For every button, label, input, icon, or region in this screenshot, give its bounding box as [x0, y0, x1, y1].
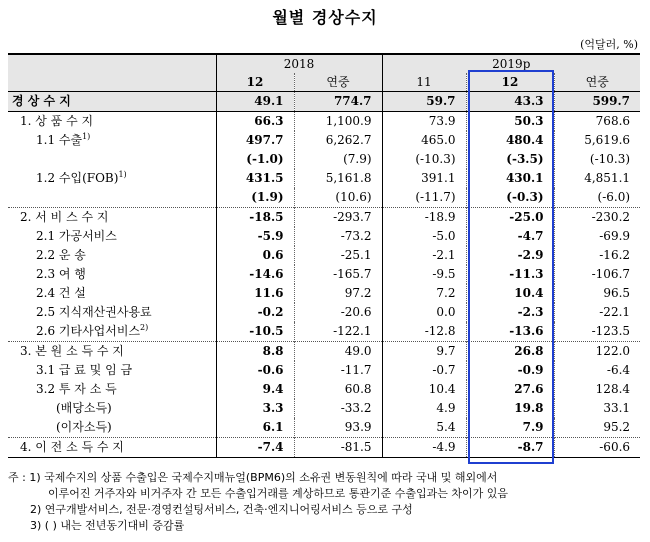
- row-label-text: (이자소득): [56, 420, 112, 434]
- row-label: [8, 246, 216, 265]
- cell-value: -20.6: [294, 303, 382, 322]
- cell-value: -22.1: [554, 303, 640, 322]
- cell-value: 66.3: [216, 112, 294, 132]
- cell-value: -9.5: [382, 265, 466, 284]
- cell-value: -2.1: [382, 246, 466, 265]
- cell-value: -106.7: [554, 265, 640, 284]
- cell-value: 6,262.7: [294, 131, 382, 150]
- cell-value: -18.9: [382, 208, 466, 228]
- table-row: [8, 303, 640, 322]
- footnotes: [8, 470, 648, 534]
- footnote-2: 2) 연구개발서비스, 전문·경영컨설팅서비스, 건축·엔지니어링서비스 등으로 구성: [30, 503, 413, 516]
- table-row: [8, 342, 640, 362]
- cell-value: -25.0: [466, 208, 554, 228]
- cell-value: -5.9: [216, 227, 294, 246]
- cell-value: 9.4: [216, 380, 294, 399]
- table-row: [8, 208, 640, 228]
- cell-value: 0.6: [216, 246, 294, 265]
- cell-value: 5,161.8: [294, 169, 382, 188]
- cell-value: -7.4: [216, 438, 294, 458]
- cell-value: (-10.3): [382, 150, 466, 169]
- cell-value: -69.9: [554, 227, 640, 246]
- row-label-text: 1.2 수입(FOB): [36, 171, 119, 185]
- table-row: [8, 112, 640, 132]
- cell-value: 7.9: [466, 418, 554, 438]
- cell-value: -11.7: [294, 361, 382, 380]
- cell-value: 6.1: [216, 418, 294, 438]
- cell-value: 59.7: [382, 92, 466, 112]
- cell-value: -4.9: [382, 438, 466, 458]
- footnote-3: 3) ( ) 내는 전년동기대비 증감률: [30, 519, 185, 532]
- cell-value: 60.8: [294, 380, 382, 399]
- row-label: [8, 188, 216, 208]
- col-2019-11: 11: [382, 73, 466, 92]
- cell-value: 50.3: [466, 112, 554, 132]
- cell-value: 122.0: [554, 342, 640, 362]
- cell-value: 11.6: [216, 284, 294, 303]
- cell-value: -16.2: [554, 246, 640, 265]
- cell-value: -0.7: [382, 361, 466, 380]
- cell-value: 391.1: [382, 169, 466, 188]
- table-row: [8, 418, 640, 438]
- cell-value: 7.2: [382, 284, 466, 303]
- year-2018: 2018: [216, 54, 382, 73]
- header-blank-2: [8, 73, 216, 92]
- cell-value: 9.7: [382, 342, 466, 362]
- row-label-text: 2.6 기타사업서비스: [36, 324, 141, 338]
- cell-value: -12.8: [382, 322, 466, 342]
- cell-value: 497.7: [216, 131, 294, 150]
- cell-value: (1.9): [216, 188, 294, 208]
- cell-value: -293.7: [294, 208, 382, 228]
- row-label-text: 3. 본 원 소 득 수 지: [20, 344, 124, 358]
- header-row-months: [8, 73, 640, 92]
- footnote-1: 주 : 1) 국제수지의 상품 수출입은 국제수지매뉴얼(BPM6)의 소유권 변동원칙에 따라 국내 및 해외에서: [8, 471, 498, 484]
- cell-value: 96.5: [554, 284, 640, 303]
- row-label: [8, 399, 216, 418]
- cell-value: 43.3: [466, 92, 554, 112]
- row-label: [8, 361, 216, 380]
- cell-value: 10.4: [382, 380, 466, 399]
- row-label-text: 2.5 지식재산권사용료: [36, 305, 152, 319]
- cell-value: 4.9: [382, 399, 466, 418]
- cell-value: -25.1: [294, 246, 382, 265]
- row-label: [8, 380, 216, 399]
- cell-value: -11.3: [466, 265, 554, 284]
- table-row: [8, 92, 640, 112]
- cell-value: -8.7: [466, 438, 554, 458]
- cell-value: (-0.3): [466, 188, 554, 208]
- row-label: [8, 322, 216, 342]
- cell-value: (10.6): [294, 188, 382, 208]
- cell-value: (-6.0): [554, 188, 640, 208]
- cell-value: -0.9: [466, 361, 554, 380]
- cell-value: -4.7: [466, 227, 554, 246]
- header-row-years: [8, 54, 640, 73]
- cell-value: 774.7: [294, 92, 382, 112]
- row-label-text: 3.1 급 료 및 임 금: [36, 363, 133, 377]
- cell-value: -33.2: [294, 399, 382, 418]
- cell-value: 33.1: [554, 399, 640, 418]
- footnote-marker: 1): [118, 170, 127, 179]
- cell-value: -123.5: [554, 322, 640, 342]
- cell-value: 49.1: [216, 92, 294, 112]
- cell-value: 5,619.6: [554, 131, 640, 150]
- table-row: [8, 131, 640, 150]
- row-label-text: 1.1 수출: [36, 133, 83, 147]
- cell-value: 128.4: [554, 380, 640, 399]
- row-label-text: 2.4 건 설: [36, 286, 86, 300]
- cell-value: -0.2: [216, 303, 294, 322]
- cell-value: 3.3: [216, 399, 294, 418]
- footnote-marker: 2): [140, 323, 149, 332]
- table-row: [8, 188, 640, 208]
- row-label: [8, 342, 216, 362]
- row-label-text: 1. 상 품 수 지: [20, 114, 94, 128]
- cell-value: -122.1: [294, 322, 382, 342]
- col-2018-12: 12: [216, 73, 294, 92]
- cell-value: 73.9: [382, 112, 466, 132]
- cell-value: 49.0: [294, 342, 382, 362]
- row-label: [8, 227, 216, 246]
- cell-value: 19.8: [466, 399, 554, 418]
- cell-value: -10.5: [216, 322, 294, 342]
- cell-value: 465.0: [382, 131, 466, 150]
- col-2019-annual: 연중: [554, 73, 640, 92]
- cell-value: 768.6: [554, 112, 640, 132]
- row-label: [8, 112, 216, 132]
- col-2019-12: 12: [466, 73, 554, 92]
- cell-value: 4,851.1: [554, 169, 640, 188]
- row-label: [8, 303, 216, 322]
- header-blank: [8, 54, 216, 73]
- cell-value: -2.9: [466, 246, 554, 265]
- row-label-text: 3.2 투 자 소 득: [36, 382, 117, 396]
- row-label-text: 2.1 가공서비스: [36, 229, 117, 243]
- row-label-text: 2. 서 비 스 수 지: [20, 210, 109, 224]
- cell-value: 1,100.9: [294, 112, 382, 132]
- row-label: [8, 265, 216, 284]
- cell-value: 430.1: [466, 169, 554, 188]
- row-label: [8, 150, 216, 169]
- cell-value: (7.9): [294, 150, 382, 169]
- cell-value: -2.3: [466, 303, 554, 322]
- table-row: [8, 322, 640, 342]
- row-label: [8, 284, 216, 303]
- table-row: [8, 227, 640, 246]
- cell-value: 480.4: [466, 131, 554, 150]
- row-label-text: 경 상 수 지: [12, 94, 71, 108]
- table-row: [8, 169, 640, 188]
- cell-value: 8.8: [216, 342, 294, 362]
- cell-value: (-10.3): [554, 150, 640, 169]
- year-2019: 2019p: [382, 54, 640, 73]
- cell-value: 5.4: [382, 418, 466, 438]
- cell-value: -73.2: [294, 227, 382, 246]
- cell-value: 599.7: [554, 92, 640, 112]
- table-row: [8, 246, 640, 265]
- cell-value: (-3.5): [466, 150, 554, 169]
- table-row: [8, 438, 640, 458]
- cell-value: 27.6: [466, 380, 554, 399]
- cell-value: -13.6: [466, 322, 554, 342]
- row-label: [8, 92, 216, 112]
- table-row: [8, 380, 640, 399]
- row-label: [8, 208, 216, 228]
- row-label-text: (배당소득): [56, 401, 112, 415]
- footnote-1-cont: 이루어진 거주자와 비거주자 간 모든 수출입거래를 계상하므로 통관기준 수출입과는 차이가 있음: [48, 487, 509, 500]
- page-title: 월별 경상수지: [272, 8, 378, 27]
- cell-value: -81.5: [294, 438, 382, 458]
- row-label-text: 4. 이 전 소 득 수 지: [20, 440, 124, 454]
- table-row: [8, 361, 640, 380]
- table-body: [8, 92, 640, 458]
- table-row: [8, 284, 640, 303]
- cell-value: (-11.7): [382, 188, 466, 208]
- unit-label: (억달러, %): [580, 38, 638, 51]
- row-label: [8, 169, 216, 188]
- row-label: [8, 438, 216, 458]
- current-account-table: [8, 53, 640, 458]
- cell-value: 10.4: [466, 284, 554, 303]
- cell-value: -18.5: [216, 208, 294, 228]
- table-row: [8, 265, 640, 284]
- table-row: [8, 399, 640, 418]
- cell-value: -5.0: [382, 227, 466, 246]
- cell-value: 0.0: [382, 303, 466, 322]
- cell-value: -6.4: [554, 361, 640, 380]
- table-row: [8, 150, 640, 169]
- row-label: [8, 418, 216, 438]
- col-2018-annual: 연중: [294, 73, 382, 92]
- cell-value: -230.2: [554, 208, 640, 228]
- cell-value: -165.7: [294, 265, 382, 284]
- row-label-text: 2.2 운 송: [36, 248, 86, 262]
- cell-value: 97.2: [294, 284, 382, 303]
- cell-value: -60.6: [554, 438, 640, 458]
- row-label-text: 2.3 여 행: [36, 267, 86, 281]
- cell-value: -0.6: [216, 361, 294, 380]
- cell-value: 95.2: [554, 418, 640, 438]
- cell-value: -14.6: [216, 265, 294, 284]
- cell-value: 26.8: [466, 342, 554, 362]
- footnote-marker: 1): [82, 132, 91, 141]
- cell-value: 93.9: [294, 418, 382, 438]
- cell-value: 431.5: [216, 169, 294, 188]
- cell-value: (-1.0): [216, 150, 294, 169]
- row-label: [8, 131, 216, 150]
